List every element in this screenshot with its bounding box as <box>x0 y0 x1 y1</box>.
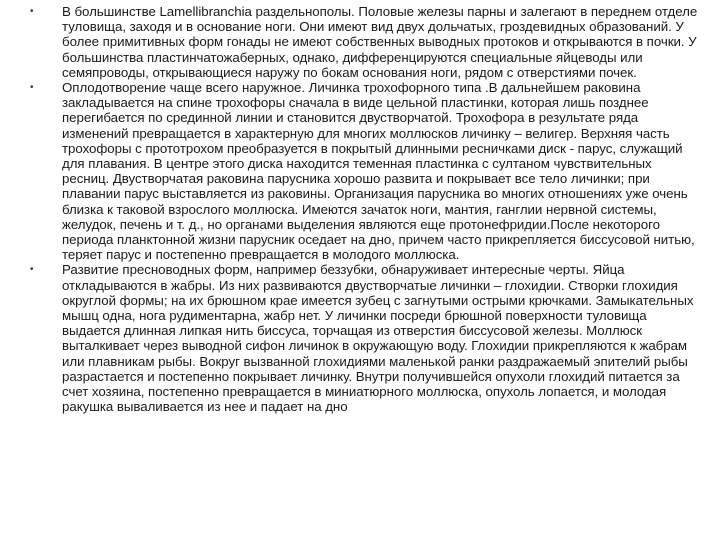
bullet-item-freshwater <box>30 262 702 414</box>
paragraph-gonads: В большинстве Lamellibranchia раздельнополы. Половые железы парны и залегают в переднем отделе туловища, заходя и в основание ноги. Они имеют вид двух дольчатых, гроздевидных образований. У более примитивных форм гонады не имеют собственных выводных протоков и открываются в почки. У большинства пластинчатожаберных, однако, дифференцируются специальные яйцеводы или семяпроводы, открывающиеся наружу по бокам основания ноги, рядом с отверстиями почек. <box>62 4 698 80</box>
bullet-icon: • <box>30 82 34 94</box>
bullet-icon: • <box>30 6 34 17</box>
bullet-item-gonads <box>30 4 702 80</box>
bullet-icon: • <box>30 264 34 276</box>
bullet-item-fertilization <box>30 80 702 262</box>
bullet-list <box>30 4 702 414</box>
paragraph-freshwater: Развитие пресноводных форм, например беззубки, обнаруживает интересные черты. Яйца откладываются в жабры. Из них развиваются двустворчатые личинки – глохидии. Створки глохидия округлой формы; на их брюшном крае имеется зубец с загнутыми острыми крючками. Замыкательных мышц одна, нога рудиментарна, жабр нет. У личинки посреди брюшной поверхности туловища выдается длинная липкая нить биссуса, торчащая из отверстия биссусовой железы. Моллюск выталкивает через выводной сифон личинок в окружающую воду. Глохидии прикрепляются к жабрам или плавникам рыбы. Вокруг вызванной глохидиями маленькой ранки раздражаемый эпителий рыбы разрастается и постепенно покрывает личинку. Внутри получившейся опухоли глохидий питается за счет хозяина, постепенно превращается в миниатюрного моллюска, опухоль лопается, и молодая ракушка вываливается из нее и падает на дно <box>62 262 694 415</box>
paragraph-fertilization: Оплодотворение чаще всего наружное. Личинка трохофорного типа .В дальнейшем раковина закладывается на спине трохофоры сначала в виде цельной пластинки, которая лишь позднее перегибается по срединной линии и становится двустворчатой. Трохофора в результате ряда изменений превращается в характерную для многих моллюсков личинку – велигер. Верхняя часть трохофоры с прототрохом преобразуется в покрытый длинными ресничками диск - парус, служащий для плавания. В центре этого диска находится теменная пластинка с султаном чувствительных ресниц. Двустворчатая раковина парусника хорошо развита и покрывает все тело личинки; при плавании парус выставляется из раковины. Организация парусника во многих отношениях уже очень близка к таковой взрослого моллюска. Имеются зачаток ноги, мантия, ганглии нервной системы, желудок, печень и т. д., но органами выделения являются еще протонефридии.После некоторого периода планктонной жизни парусник оседает на дно, причем часто прикрепляется биссусовой нитью, теряет парус и постепенно превращается в молодого моллюска. <box>62 80 695 263</box>
